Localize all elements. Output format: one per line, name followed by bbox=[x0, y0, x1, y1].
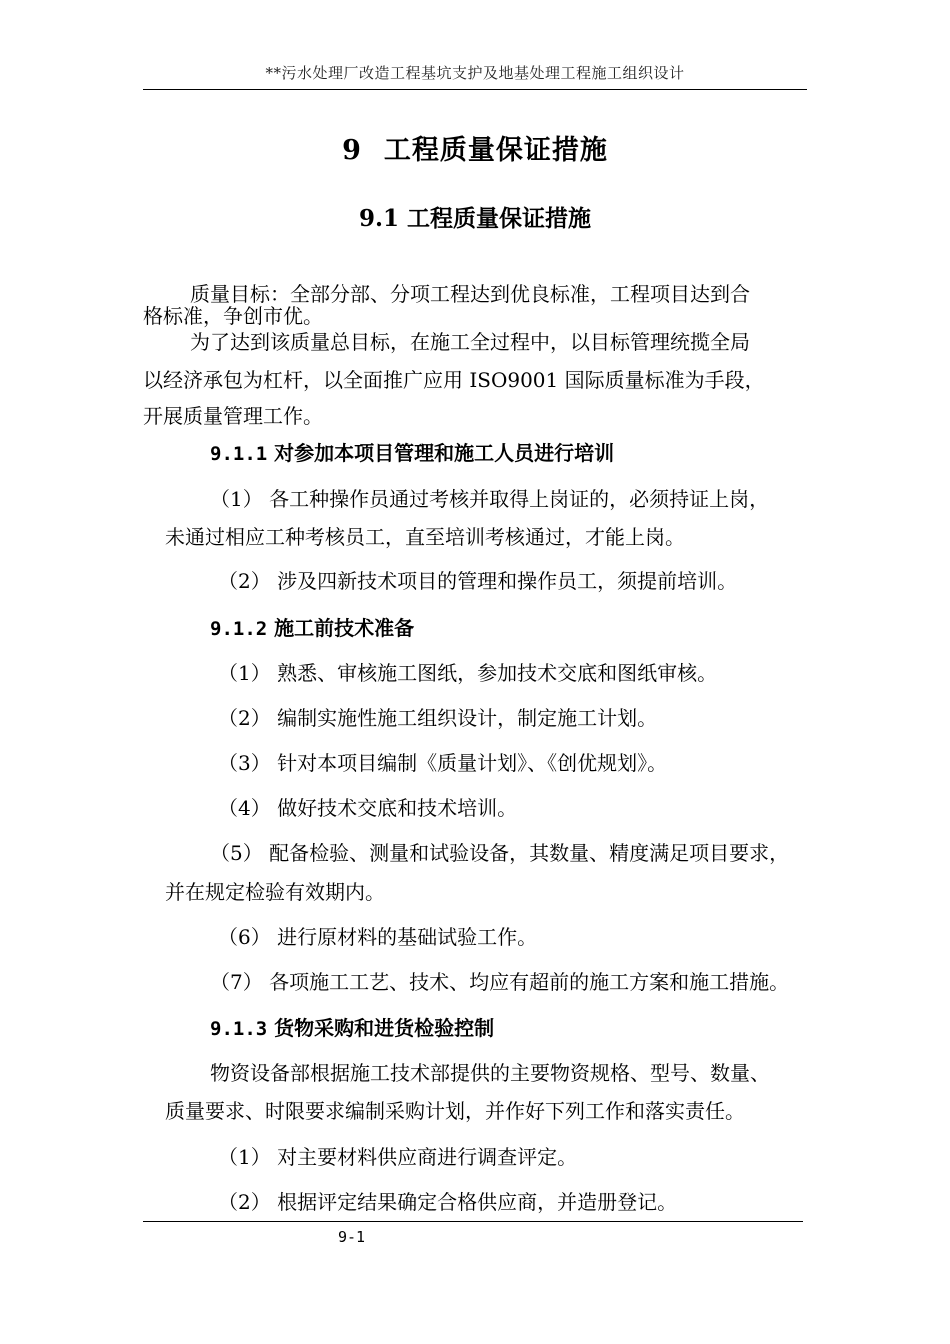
subsection-heading-9-1-3 bbox=[210, 1018, 494, 1039]
list-item: （7） 各项施工工艺、技术、均应有超前的施工方案和施工措施。 bbox=[210, 970, 790, 994]
list-item: （5） 配备检验、测量和试验设备，其数量、精度满足项目要求， bbox=[210, 841, 790, 865]
chapter-number: 9 bbox=[342, 135, 362, 166]
subsection-title: 货物采购和进货检验控制 bbox=[274, 1016, 495, 1040]
list-item: （1） 各工种操作员通过考核并取得上岗证的，必须持证上岗， bbox=[210, 487, 770, 511]
intro-line-5: 开展质量管理工作。 bbox=[143, 404, 323, 428]
list-item: （2） 编制实施性施工组织设计，制定施工计划。 bbox=[218, 706, 658, 730]
subsection-title: 对参加本项目管理和施工人员进行培训 bbox=[274, 441, 615, 465]
subsection-number: 9.1.1 bbox=[210, 443, 268, 465]
paragraph-line: 质量要求、时限要求编制采购计划，并作好下列工作和落实责任。 bbox=[165, 1099, 745, 1123]
intro-line-4: 以经济承包为杠杆，以全面推广应用 ISO9001 国际质量标准为手段， bbox=[143, 368, 765, 392]
paragraph-line: 物资设备部根据施工技术部提供的主要物资规格、型号、数量、 bbox=[210, 1061, 770, 1085]
page-number: 9-1 bbox=[338, 1228, 366, 1246]
running-header: **污水处理厂改造工程基坑支护及地基处理工程施工组织设计 bbox=[265, 64, 685, 82]
subsection-number: 9.1.2 bbox=[210, 618, 268, 640]
list-item: （6） 进行原材料的基础试验工作。 bbox=[218, 925, 538, 949]
footer-rule bbox=[143, 1221, 803, 1222]
subsection-heading-9-1-2 bbox=[210, 618, 414, 639]
list-item: （1） 熟悉、审核施工图纸，参加技术交底和图纸审核。 bbox=[218, 661, 718, 685]
list-item: （4） 做好技术交底和技术培训。 bbox=[218, 796, 518, 820]
intro-line-2: 格标准，争创市优。 bbox=[143, 304, 323, 328]
subsection-title: 施工前技术准备 bbox=[274, 616, 415, 640]
subsection-heading-9-1-1 bbox=[210, 443, 614, 464]
list-item: （3） 针对本项目编制《质量计划》、《创优规划》。 bbox=[218, 751, 668, 775]
list-item-continuation: 并在规定检验有效期内。 bbox=[165, 880, 385, 904]
section-title: 9.1 工程质量保证措施 bbox=[358, 205, 592, 232]
intro-line-3: 为了达到该质量总目标，在施工全过程中，以目标管理统揽全局 bbox=[190, 330, 750, 354]
intro-line-1: 质量目标：全部分部、分项工程达到优良标准，工程项目达到合 bbox=[190, 282, 750, 306]
list-item: （2） 涉及四新技术项目的管理和操作员工，须提前培训。 bbox=[218, 569, 738, 593]
subsection-number: 9.1.3 bbox=[210, 1018, 268, 1040]
list-item-continuation: 未通过相应工种考核员工，直至培训考核通过，才能上岗。 bbox=[165, 525, 685, 549]
header-rule bbox=[143, 89, 807, 90]
chapter-title-text: 工程质量保证措施 bbox=[383, 135, 608, 166]
list-item: （1） 对主要材料供应商进行调查评定。 bbox=[218, 1145, 578, 1169]
chapter-title bbox=[0, 128, 950, 167]
list-item: （2） 根据评定结果确定合格供应商，并造册登记。 bbox=[218, 1190, 678, 1214]
